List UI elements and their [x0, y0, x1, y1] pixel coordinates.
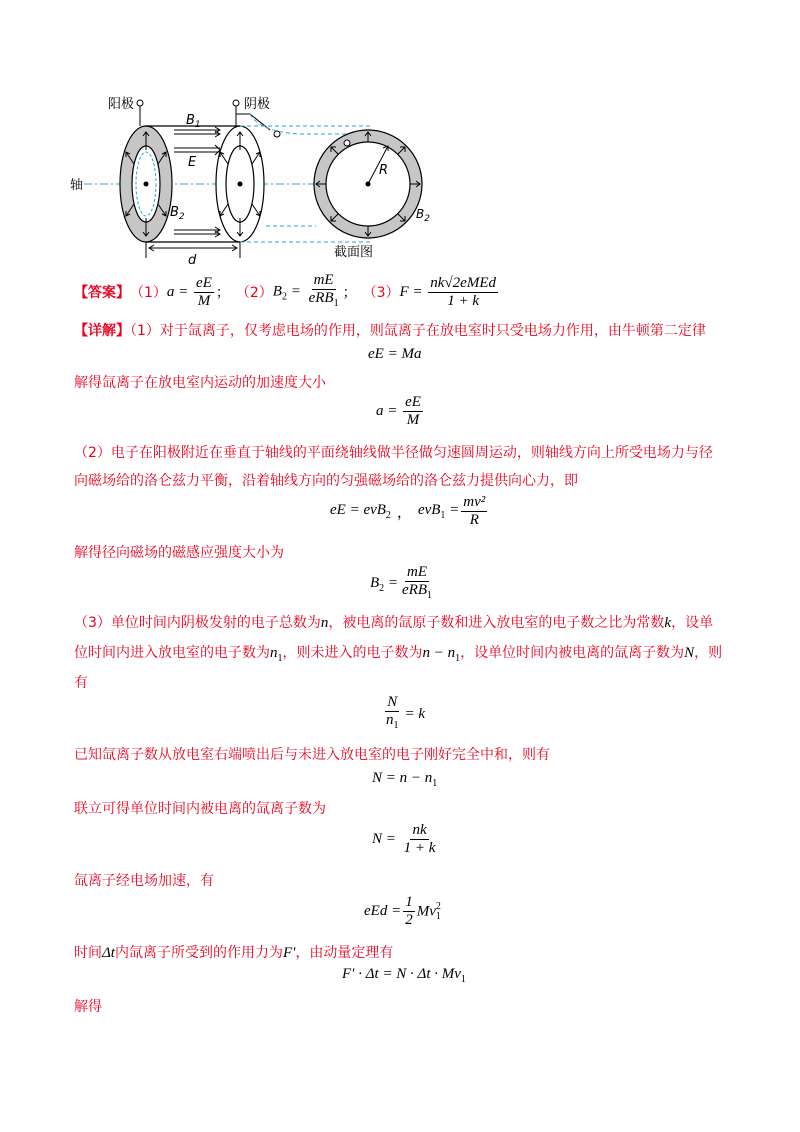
detail-line-8: 有 [74, 675, 88, 691]
r-label: R [379, 163, 389, 178]
detail-line-12: 时间Δt内氙离子所受到的作用力为F′，由动量定理有 [74, 945, 394, 961]
eq-energy: eEd = $\frac{1}{2}$ Mv 2 1 [364, 894, 441, 928]
answer-part3: （3） [362, 285, 400, 301]
detail-line-2: 解得氙离子在放电室内运动的加速度大小 [74, 375, 326, 391]
b1-label: $B_1$ [186, 113, 201, 130]
detail-line-13: 解得 [74, 999, 102, 1015]
ion-thruster-diagram [70, 90, 450, 268]
eq-momentum: $F' \cdot \Delta t = N \cdot \Delta t \cdot Mv_1$ [342, 966, 466, 985]
answer-line: 【答案】 （1） a = $\frac{eE}{M}$ ； （2） $B_2$ = $\frac{mE}{eRB_1}$ ； （3） F = $\frac{\text{nk√2eMEd}}{1 + k}$ [74, 272, 500, 312]
eq-force-balance: eE = evB$_2$ ， evB$_1$ = $\frac{\text{mv²}}{R}$ [330, 494, 486, 528]
answer-part1: （1） [130, 285, 167, 301]
b2-section-label: $B_2$ [416, 207, 430, 224]
eq-newton: eE = Ma [368, 346, 422, 362]
eq-b2: $B_2$ = $\frac{mE}{eRB_1}$ [370, 564, 433, 601]
eq-neutralization: $N = n - n_1$ [372, 770, 438, 789]
eq-ratio: $\frac{N}{n_1}$ = k [386, 694, 426, 731]
detail-line-10: 联立可得单位时间内被电离的氙离子数为 [74, 801, 326, 817]
answer-f: F = $\frac{\text{nk√2eMEd}}{1 + k}$ [399, 274, 497, 309]
e-label: E [188, 155, 197, 170]
detail-line-9: 已知氙离子数从放电室右端喷出后与未进入放电室的电子刚好完全中和，则有 [74, 747, 550, 763]
answer-b2: $B_2$ = $\frac{mE}{eRB_1}$ [272, 272, 339, 309]
detail-line-4: 向磁场给的洛仑兹力平衡，沿着轴线方向的匀强磁场给的洛仑兹力提供向心力，即 [74, 473, 578, 489]
axis-label: 轴 [70, 178, 84, 193]
cathode-label: 阴极 [244, 97, 271, 112]
answer-tag: 【答案】 [74, 285, 130, 301]
eq-n: N = $\frac{nk}{1 + k}$ [372, 822, 436, 856]
detail-line-3: （2）电子在阳极附近在垂直于轴线的平面绕轴线做半径做匀速圆周运动，则轴线方向上所受电场力与径 [74, 445, 713, 461]
detail-line-11: 氙离子经电场加速，有 [74, 873, 214, 889]
anode-label: 阳极 [108, 97, 135, 112]
eq-acceleration: a = $\frac{eE}{M}$ [376, 394, 421, 428]
answer-part2: （2） [235, 285, 273, 301]
detail-line-5: 解得径向磁场的磁感应强度大小为 [74, 545, 284, 561]
detail-line-7: 位时间内进入放电室的电子数为$n_1$，则未进入的电子数为$n - n_1$，设单位时间内被电离的氙离子数为N，则 [74, 645, 723, 664]
section-label: 截面图 [334, 245, 374, 260]
detail-tag: 【详解】 [74, 323, 130, 339]
d-label: d [188, 253, 197, 268]
answer-a: a = $\frac{eE}{M}$ [166, 274, 212, 309]
detail-line-1: 【详解】（1）对于氙离子，仅考虑电场的作用，则氙离子在放电室时只受电场力作用，由牛顿第二定律 [74, 323, 706, 339]
detail-line-6: （3）单位时间内阴极发射的电子总数为n，被电离的氙原子数和进入放电室的电子数之比为常数k，设单 [74, 615, 714, 631]
b2-label: $B_2$ [170, 205, 185, 222]
